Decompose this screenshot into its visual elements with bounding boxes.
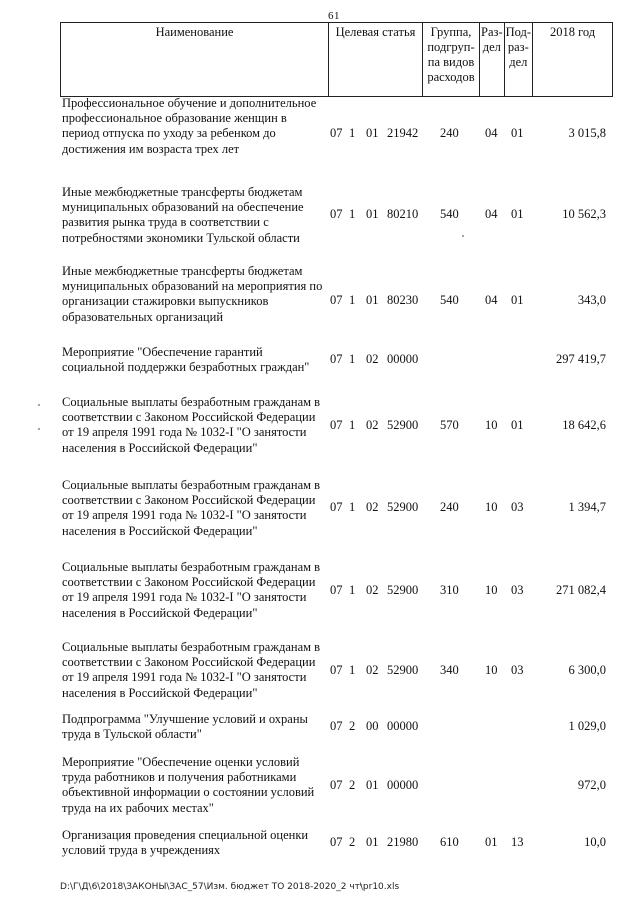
header-subsection: Под-раз-дел <box>504 23 532 97</box>
row-group-code: 240 <box>440 500 459 514</box>
row-name: Организация проведения специальной оценки условий труда в учреждениях <box>62 828 309 858</box>
row-direction-code: 00000 <box>387 719 419 733</box>
row-amount: 3 015,8 <box>568 126 606 140</box>
row-main-event-code: 02 <box>366 352 379 366</box>
row-main-event-code: 01 <box>366 778 379 792</box>
row-group-code: 240 <box>440 126 459 140</box>
row-subprogram-code: 1 <box>349 583 356 597</box>
scan-speck <box>38 404 40 406</box>
row-section-code: 10 <box>485 500 498 514</box>
row-group-code: 570 <box>440 418 459 432</box>
row-name: Мероприятие "Обеспечение гарантий социальной поддержки безработных граждан" <box>62 345 310 375</box>
row-program-code: 07 <box>330 835 343 849</box>
row-main-event-code: 01 <box>366 293 379 307</box>
row-group-code: 540 <box>440 207 459 221</box>
row-subsection-code: 01 <box>511 207 524 221</box>
row-subprogram-code: 1 <box>349 293 356 307</box>
row-direction-code: 21980 <box>387 835 419 849</box>
row-direction-code: 80210 <box>387 207 419 221</box>
row-amount: 1 394,7 <box>568 500 606 514</box>
row-program-code: 07 <box>330 583 343 597</box>
row-program-code: 07 <box>330 778 343 792</box>
row-program-code: 07 <box>330 352 343 366</box>
row-amount: 18 642,6 <box>562 418 606 432</box>
row-name: Мероприятие "Обеспечение оценки условий труда работников и получения работниками объективной информации о состоянии условий труда на их рабочих местах" <box>62 755 315 815</box>
row-subprogram-code: 1 <box>349 126 356 140</box>
row-name: Социальные выплаты безработным гражданам в соответствии с Законом Российской Федерации от 19 апреля 1991 года № 1032-I "О занятости населения в Российской Федерации" <box>62 640 321 700</box>
row-section-code: 01 <box>485 835 498 849</box>
row-subprogram-code: 1 <box>349 207 356 221</box>
row-direction-code: 52900 <box>387 418 419 432</box>
row-name: Социальные выплаты безработным гражданам в соответствии с Законом Российской Федерации от 19 апреля 1991 года № 1032-I "О занятости населения в Российской Федерации" <box>62 395 321 455</box>
row-amount: 972,0 <box>577 778 606 792</box>
row-subprogram-code: 1 <box>349 500 356 514</box>
row-subprogram-code: 1 <box>349 663 356 677</box>
row-subprogram-code: 2 <box>349 835 356 849</box>
row-program-code: 07 <box>330 418 343 432</box>
row-amount: 10,0 <box>584 835 606 849</box>
row-name: Иные межбюджетные трансферты бюджетам муниципальных образований на мероприятия по организации стажировки выпускников образовательных организаций <box>62 264 323 324</box>
row-section-code: 04 <box>485 293 498 307</box>
row-subprogram-code: 1 <box>349 352 356 366</box>
row-subprogram-code: 1 <box>349 418 356 432</box>
row-direction-code: 52900 <box>387 500 419 514</box>
row-subsection-code: 03 <box>511 663 524 677</box>
row-subsection-code: 01 <box>511 293 524 307</box>
row-direction-code: 00000 <box>387 778 419 792</box>
header-target-article: Целевая статья <box>329 23 423 97</box>
row-section-code: 04 <box>485 126 498 140</box>
row-section-code: 10 <box>485 663 498 677</box>
row-program-code: 07 <box>330 719 343 733</box>
header-expense-group: Группа, подгруп-па видов расходов <box>423 23 480 97</box>
header-section: Раз-дел <box>480 23 505 97</box>
row-name: Иные межбюджетные трансферты бюджетам муниципальных образований на обеспечение развития рынка труда в соответствии с потребностями экономики Тульской области <box>62 185 304 245</box>
row-main-event-code: 02 <box>366 500 379 514</box>
row-program-code: 07 <box>330 293 343 307</box>
row-main-event-code: 00 <box>366 719 379 733</box>
row-amount: 10 562,3 <box>562 207 606 221</box>
row-amount: 343,0 <box>577 293 606 307</box>
row-subsection-code: 03 <box>511 500 524 514</box>
row-subprogram-code: 2 <box>349 719 356 733</box>
row-group-code: 540 <box>440 293 459 307</box>
row-direction-code: 00000 <box>387 352 419 366</box>
row-direction-code: 52900 <box>387 583 419 597</box>
row-subsection-code: 13 <box>511 835 524 849</box>
header-year: 2018 год <box>533 23 613 97</box>
row-main-event-code: 01 <box>366 207 379 221</box>
scan-speck <box>38 428 40 430</box>
row-section-code: 10 <box>485 583 498 597</box>
row-amount: 297 419,7 <box>556 352 606 366</box>
row-name: Подпрограмма "Улучшение условий и охраны труда в Тульской области" <box>62 712 308 742</box>
row-main-event-code: 01 <box>366 835 379 849</box>
row-name: Социальные выплаты безработным гражданам в соответствии с Законом Российской Федерации от 19 апреля 1991 года № 1032-I "О занятости населения в Российской Федерации" <box>62 478 321 538</box>
file-path-footer: D:\Г\Д\6\2018\ЗАКОНЫ\ЗАС_57\Изм. бюджет ТО 2018-2020_2 чт\pr10.xls <box>60 882 400 892</box>
row-direction-code: 80230 <box>387 293 419 307</box>
row-subsection-code: 03 <box>511 583 524 597</box>
row-name: Профессиональное обучение и дополнительное профессиональное образование женщин в период отпуска по уходу за ребенком до достижения им возраста трех лет <box>62 96 317 156</box>
row-subsection-code: 01 <box>511 418 524 432</box>
row-subsection-code: 01 <box>511 126 524 140</box>
row-program-code: 07 <box>330 126 343 140</box>
row-section-code: 04 <box>485 207 498 221</box>
row-group-code: 310 <box>440 583 459 597</box>
row-amount: 1 029,0 <box>568 719 606 733</box>
row-main-event-code: 02 <box>366 418 379 432</box>
row-group-code: 340 <box>440 663 459 677</box>
row-main-event-code: 02 <box>366 663 379 677</box>
page-number: 61 <box>328 10 340 22</box>
row-program-code: 07 <box>330 663 343 677</box>
row-group-code: 610 <box>440 835 459 849</box>
row-direction-code: 21942 <box>387 126 419 140</box>
row-section-code: 10 <box>485 418 498 432</box>
row-main-event-code: 02 <box>366 583 379 597</box>
header-name: Наименование <box>61 23 329 97</box>
row-amount: 6 300,0 <box>568 663 606 677</box>
row-program-code: 07 <box>330 207 343 221</box>
scan-speck <box>462 235 464 237</box>
row-subprogram-code: 2 <box>349 778 356 792</box>
row-program-code: 07 <box>330 500 343 514</box>
row-amount: 271 082,4 <box>556 583 606 597</box>
row-name: Социальные выплаты безработным гражданам в соответствии с Законом Российской Федерации от 19 апреля 1991 года № 1032-I "О занятости населения в Российской Федерации" <box>62 560 321 620</box>
row-main-event-code: 01 <box>366 126 379 140</box>
row-direction-code: 52900 <box>387 663 419 677</box>
